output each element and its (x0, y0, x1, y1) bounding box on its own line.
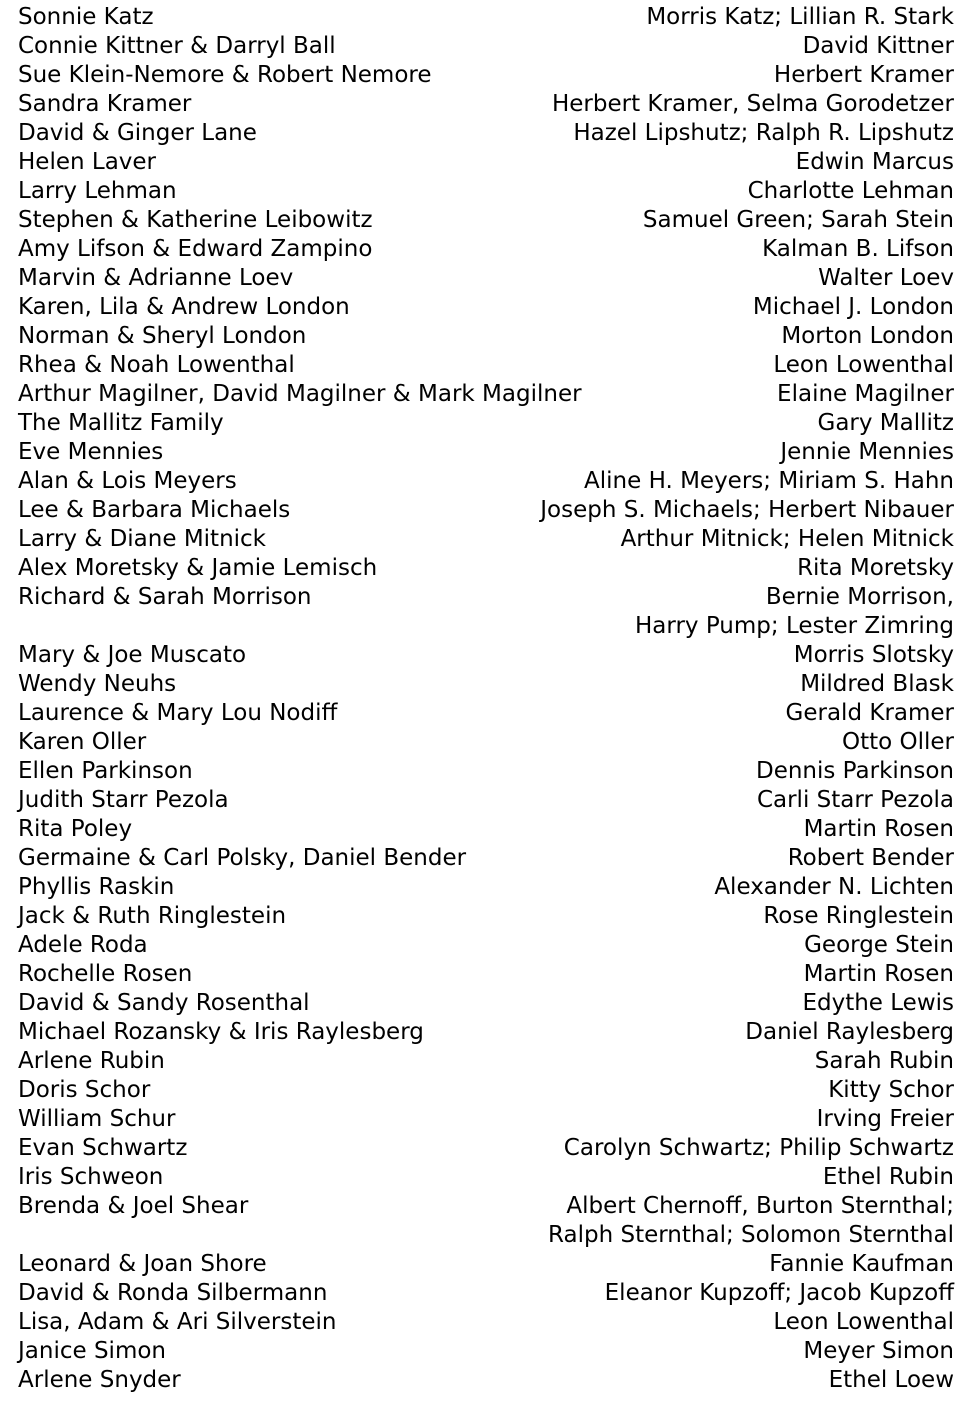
memorial-name-line: Carli Starr Pezola (756, 787, 954, 813)
memorial-names (209, 757, 954, 786)
donor-name: Arthur Magilner, David Magilner & Mark Magilner (18, 381, 582, 407)
memorial-names (393, 554, 954, 583)
memorial-name-line: Alexander N. Lichten (714, 874, 954, 900)
list-item (18, 467, 954, 496)
list-item (18, 3, 954, 32)
memorial-name-line: Leon Lowenthal (773, 1309, 954, 1335)
donor-name: Norman & Sheryl London (18, 323, 307, 349)
memorial-name-line: Sarah Rubin (814, 1048, 954, 1074)
memorial-names (482, 844, 954, 873)
memorial-names (352, 32, 954, 61)
list-item (18, 1250, 954, 1279)
donor-name: Rita Poley (18, 816, 133, 842)
memorial-name-line: Jennie Mennies (780, 439, 954, 465)
donor-name: Michael Rozansky & Iris Raylesberg (18, 1019, 424, 1045)
donor-name: Alex Moretsky & Jamie Lemisch (18, 555, 378, 581)
donor-name: Lee & Barbara Michaels (18, 497, 291, 523)
list-item (18, 989, 954, 1018)
list-item (18, 786, 954, 815)
memorial-names (302, 902, 954, 931)
memorial-name-line: Gary Mallitz (817, 410, 954, 436)
list-item (18, 699, 954, 728)
donor-name: Stephen & Katherine Leibowitz (18, 207, 373, 233)
donor-name: Phyllis Raskin (18, 874, 175, 900)
donor-name: Wendy Neuhs (18, 671, 177, 697)
donor-name: Janice Simon (18, 1338, 166, 1364)
donor-name: Arlene Snyder (18, 1367, 181, 1393)
memorial-name-line: Irving Freier (816, 1106, 954, 1132)
memorial-name-line: Samuel Green; Sarah Stein (642, 207, 954, 233)
donor-name: Rochelle Rosen (18, 961, 193, 987)
donor-name: Germaine & Carl Polsky, Daniel Bender (18, 845, 467, 871)
memorial-name-line: Michael J. London (752, 294, 954, 320)
donor-name: Iris Schweon (18, 1164, 164, 1190)
memorial-name-line: Daniel Raylesberg (745, 1019, 954, 1045)
memorial-names (181, 1047, 954, 1076)
memorial-names (598, 380, 954, 409)
memorial-name-line: Eleanor Kupzoff; Jacob Kupzoff (604, 1280, 954, 1306)
memorial-names (191, 1105, 954, 1134)
donor-name: Marvin & Adrianne Loev (18, 265, 294, 291)
memorial-name-line: Rita Moretsky (797, 555, 954, 581)
memorial-name-line: Morris Slotsky (793, 642, 954, 668)
memorial-names (326, 989, 954, 1018)
memorial-names (148, 815, 954, 844)
memorial-names (306, 496, 954, 525)
memorial-name-line: Leon Lowenthal (773, 352, 954, 378)
list-item (18, 728, 954, 757)
memorial-name-line: Aline H. Meyers; Miriam S. Hahn (584, 468, 954, 494)
memorial-names (208, 960, 954, 989)
memorial-names (264, 1192, 954, 1250)
memorial-name-line: Robert Bender (787, 845, 954, 871)
memorial-names (253, 467, 954, 496)
list-item (18, 641, 954, 670)
memorial-name-line: Ralph Sternthal; Solomon Sternthal (548, 1222, 954, 1248)
donor-name: Sandra Kramer (18, 91, 192, 117)
donor-name: The Mallitz Family (18, 410, 224, 436)
memorial-names (440, 1018, 954, 1047)
memorial-name-line: Walter Loev (818, 265, 954, 291)
list-item (18, 264, 954, 293)
memorial-name-line: Fannie Kaufman (769, 1251, 954, 1277)
list-item (18, 409, 954, 438)
list-item (18, 931, 954, 960)
donor-name: David & Ginger Lane (18, 120, 257, 146)
memorial-names (388, 235, 954, 264)
memorial-name-line: Martin Rosen (803, 961, 954, 987)
memorial-name-line: Ethel Loew (828, 1367, 954, 1393)
memorial-name-line: Herbert Kramer (773, 62, 954, 88)
list-item (18, 148, 954, 177)
list-item (18, 235, 954, 264)
list-item (18, 1366, 954, 1395)
memorial-names (179, 1163, 954, 1192)
list-item (18, 815, 954, 844)
memorial-name-line: Meyer Simon (803, 1338, 954, 1364)
memorial-names (262, 641, 954, 670)
memorial-name-line: Dennis Parkinson (755, 758, 954, 784)
memorial-names (353, 1308, 955, 1337)
memorial-name-line: George Stein (804, 932, 954, 958)
memorial-name-line: Arthur Mitnick; Helen Mitnick (620, 526, 954, 552)
memorial-names (273, 119, 954, 148)
list-item (18, 902, 954, 931)
donor-name: Evan Schwartz (18, 1135, 188, 1161)
donor-name: Helen Laver (18, 149, 156, 175)
memorial-name-line: Rose Ringlestein (763, 903, 954, 929)
memorial-name-line: Morton London (781, 323, 954, 349)
list-item (18, 438, 954, 467)
memorial-name-line: Gerald Kramer (785, 700, 954, 726)
memorial-names (179, 438, 954, 467)
memorial-names (172, 148, 954, 177)
memorial-names (282, 525, 954, 554)
memorial-name-line: Kalman B. Lifson (762, 236, 954, 262)
donor-name: Mary & Joe Muscato (18, 642, 247, 668)
donor-name: Leonard & Joan Shore (18, 1251, 267, 1277)
memorial-name-line: Ethel Rubin (822, 1164, 954, 1190)
memorial-names (448, 61, 954, 90)
list-item (18, 1018, 954, 1047)
memorial-names (162, 728, 954, 757)
memorial-names (164, 931, 954, 960)
memorial-name-line: Edwin Marcus (795, 149, 954, 175)
list-item (18, 583, 954, 641)
donor-name: Karen, Lila & Andrew London (18, 294, 350, 320)
donor-memorial-list (18, 3, 954, 1395)
memorial-name-line: Joseph S. Michaels; Herbert Nibauer (540, 497, 954, 523)
donor-name: Brenda & Joel Shear (18, 1193, 249, 1219)
donor-name: Connie Kittner & Darryl Ball (18, 33, 336, 59)
list-item (18, 1279, 954, 1308)
donor-name: Rhea & Noah Lowenthal (18, 352, 295, 378)
memorial-name-line: Bernie Morrison, (765, 584, 954, 610)
memorial-names (182, 1337, 954, 1366)
memorial-name-line: Edythe Lewis (802, 990, 954, 1016)
donor-name: Judith Starr Pezola (18, 787, 229, 813)
list-item (18, 525, 954, 554)
list-item (18, 1134, 954, 1163)
memorial-name-line: David Kittner (802, 33, 954, 59)
donor-name: Alan & Lois Meyers (18, 468, 237, 494)
list-item (18, 1047, 954, 1076)
donor-name: David & Sandy Rosenthal (18, 990, 310, 1016)
donor-name: David & Ronda Silbermann (18, 1280, 328, 1306)
list-item (18, 670, 954, 699)
memorial-name-line: Harry Pump; Lester Zimring (635, 613, 954, 639)
donor-name: Lisa, Adam & Ari Silverstein (18, 1309, 337, 1335)
memorial-names (322, 322, 954, 351)
donor-name: Sue Klein-Nemore & Robert Nemore (18, 62, 432, 88)
list-item (18, 757, 954, 786)
memorial-name-line: Carolyn Schwartz; Philip Schwartz (563, 1135, 954, 1161)
list-item (18, 351, 954, 380)
list-item (18, 1163, 954, 1192)
list-item (18, 380, 954, 409)
memorial-name-line: Kitty Schor (828, 1077, 954, 1103)
memorial-names (366, 293, 954, 322)
list-item (18, 293, 954, 322)
list-item (18, 844, 954, 873)
memorial-name-line: Elaine Magilner (777, 381, 954, 407)
memorial-name-line: Mildred Blask (800, 671, 954, 697)
list-item (18, 32, 954, 61)
memorial-name-line: Charlotte Lehman (747, 178, 954, 204)
list-item (18, 177, 954, 206)
list-item (18, 1308, 954, 1337)
memorial-names (343, 1279, 954, 1308)
donor-name: William Schur (18, 1106, 176, 1132)
donor-name: Larry & Diane Mitnick (18, 526, 267, 552)
list-item (18, 61, 954, 90)
donor-name: Jack & Ruth Ringlestein (18, 903, 287, 929)
list-item (18, 119, 954, 148)
list-item (18, 496, 954, 525)
donor-name: Larry Lehman (18, 178, 177, 204)
memorial-names (240, 409, 954, 438)
donor-name: Amy Lifson & Edward Zampino (18, 236, 373, 262)
memorial-name-line: Otto Oller (841, 729, 954, 755)
memorial-names (203, 1134, 954, 1163)
memorial-names (207, 90, 954, 119)
list-item (18, 90, 954, 119)
donor-name: Eve Mennies (18, 439, 164, 465)
memorial-name-line: Martin Rosen (803, 816, 954, 842)
list-item (18, 1337, 954, 1366)
donor-name: Adele Roda (18, 932, 148, 958)
donor-name: Laurence & Mary Lou Nodiff (18, 700, 338, 726)
memorial-name-line: Herbert Kramer, Selma Gorodetzer (551, 91, 954, 117)
list-item (18, 960, 954, 989)
memorial-names (193, 177, 954, 206)
list-item (18, 1076, 954, 1105)
list-item (18, 206, 954, 235)
memorial-names (245, 786, 954, 815)
donor-name: Richard & Sarah Morrison (18, 584, 312, 610)
memorial-names (190, 873, 954, 902)
memorial-names (327, 583, 954, 641)
list-item (18, 554, 954, 583)
memorial-names (311, 351, 954, 380)
list-item (18, 873, 954, 902)
memorial-name-line: Albert Chernoff, Burton Sternthal; (566, 1193, 954, 1219)
memorial-names (166, 1076, 954, 1105)
memorial-names (283, 1250, 954, 1279)
memorial-names (389, 206, 954, 235)
donor-name: Ellen Parkinson (18, 758, 193, 784)
donor-name: Sonnie Katz (18, 4, 154, 30)
memorial-names (197, 1366, 954, 1395)
list-item (18, 1192, 954, 1250)
list-item (18, 1105, 954, 1134)
donor-name: Doris Schor (18, 1077, 151, 1103)
memorial-names (192, 670, 954, 699)
donor-name: Karen Oller (18, 729, 147, 755)
donor-name: Arlene Rubin (18, 1048, 165, 1074)
list-item (18, 322, 954, 351)
memorial-name-line: Morris Katz; Lillian R. Stark (646, 4, 954, 30)
memorial-names (170, 3, 954, 32)
memorial-names (309, 264, 954, 293)
memorial-names (353, 699, 954, 728)
memorial-name-line: Hazel Lipshutz; Ralph R. Lipshutz (573, 120, 954, 146)
